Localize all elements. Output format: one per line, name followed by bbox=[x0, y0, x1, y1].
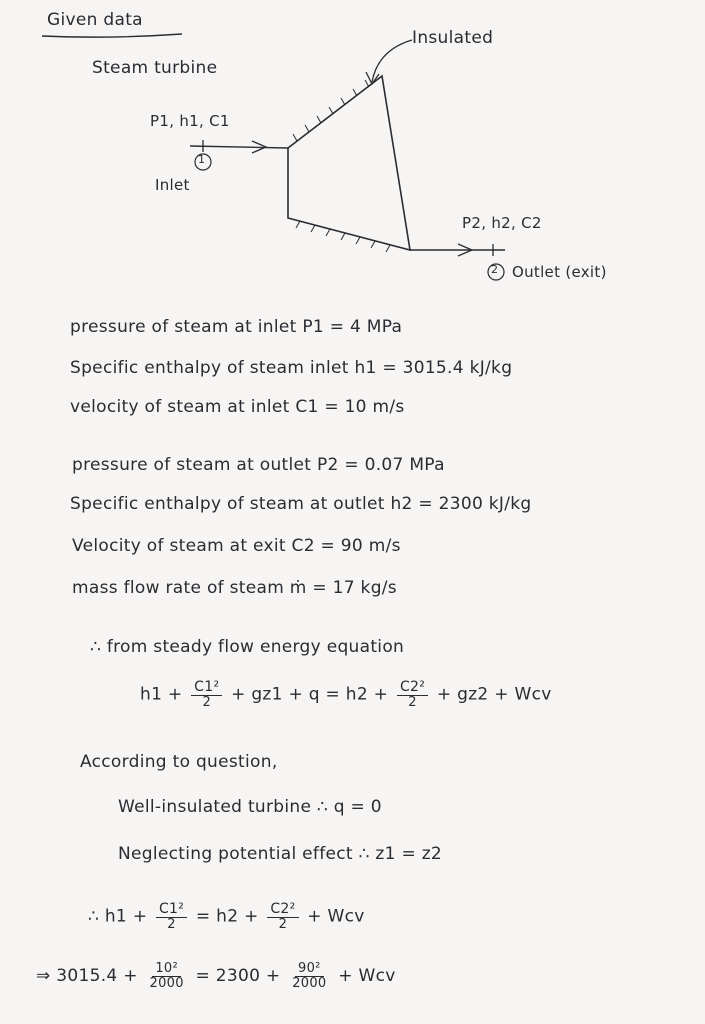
outlet-state-number: 2 bbox=[491, 263, 499, 276]
fraction-denominator: 2000 bbox=[149, 975, 184, 991]
reduced-lhs: ∴ h1 + bbox=[88, 906, 148, 927]
fraction-numerator: 10² bbox=[152, 962, 181, 977]
potential-condition: Neglecting potential effect ∴ z1 = z2 bbox=[118, 844, 443, 864]
fraction-10sq bbox=[147, 962, 187, 990]
according-to-question: According to question, bbox=[80, 752, 278, 772]
fraction-denominator: 2 bbox=[278, 916, 288, 932]
outlet-properties: P2, h2, C2 bbox=[462, 214, 542, 232]
reduced-rhs: + Wcv bbox=[307, 906, 365, 927]
steam-turbine-label: Steam turbine bbox=[92, 58, 218, 78]
fraction-numerator: C1² bbox=[156, 902, 187, 918]
numeric-lhs: ⇒ 3015.4 + bbox=[36, 966, 138, 987]
given-mass-flow: mass flow rate of steam ṁ = 17 kg/s bbox=[72, 578, 397, 598]
turbine-shape bbox=[288, 76, 410, 250]
fraction-c2 bbox=[397, 680, 428, 709]
given-inlet-velocity: velocity of steam at inlet C1 = 10 m/s bbox=[70, 397, 405, 417]
numeric-middle: = 2300 + bbox=[195, 966, 281, 987]
inlet-pipe bbox=[190, 146, 288, 148]
fraction-c1 bbox=[156, 902, 187, 931]
sfee-intro: ∴ from steady flow energy equation bbox=[90, 637, 405, 657]
given-inlet-pressure: pressure of steam at inlet P1 = 4 MPa bbox=[70, 317, 403, 337]
outlet-label: Outlet (exit) bbox=[512, 263, 607, 281]
fraction-denominator: 2 bbox=[408, 694, 417, 710]
fraction-90sq bbox=[289, 962, 329, 990]
numeric-equation bbox=[36, 962, 396, 990]
insulated-label: Insulated bbox=[412, 28, 494, 48]
sfee-middle-terms: + gz1 + q = h2 + bbox=[231, 684, 389, 705]
sfee-equation bbox=[140, 680, 552, 709]
fraction-numerator: C1² bbox=[191, 680, 222, 696]
reduced-middle: = h2 + bbox=[195, 906, 259, 927]
given-data-heading: Given data bbox=[47, 10, 143, 30]
inlet-state-number: 1 bbox=[198, 153, 206, 166]
fraction-numerator: C2² bbox=[267, 902, 298, 918]
numeric-rhs: + Wcv bbox=[338, 966, 396, 987]
inlet-label: Inlet bbox=[155, 176, 190, 194]
given-inlet-enthalpy: Specific enthalpy of steam inlet h1 = 3015.4 kJ/kg bbox=[70, 358, 513, 378]
fraction-c1 bbox=[191, 680, 222, 709]
fraction-denominator: 2000 bbox=[292, 975, 327, 991]
reduced-equation bbox=[88, 902, 365, 931]
fraction-numerator: 90² bbox=[295, 962, 324, 977]
given-outlet-pressure: pressure of steam at outlet P2 = 0.07 MPa bbox=[72, 455, 445, 475]
fraction-denominator: 2 bbox=[202, 694, 212, 710]
fraction-c2 bbox=[267, 902, 298, 931]
insulated-condition: Well-insulated turbine ∴ q = 0 bbox=[118, 797, 382, 817]
given-outlet-enthalpy: Specific enthalpy of steam at outlet h2 = 2300 kJ/kg bbox=[70, 494, 532, 514]
sfee-term-h1: h1 + bbox=[140, 684, 183, 705]
fraction-denominator: 2 bbox=[167, 916, 176, 932]
fraction-numerator: C2² bbox=[397, 680, 428, 696]
sfee-right-terms: + gz2 + Wcv bbox=[436, 684, 552, 705]
given-outlet-velocity: Velocity of steam at exit C2 = 90 m/s bbox=[72, 536, 401, 556]
inlet-properties: P1, h1, C1 bbox=[150, 112, 230, 130]
